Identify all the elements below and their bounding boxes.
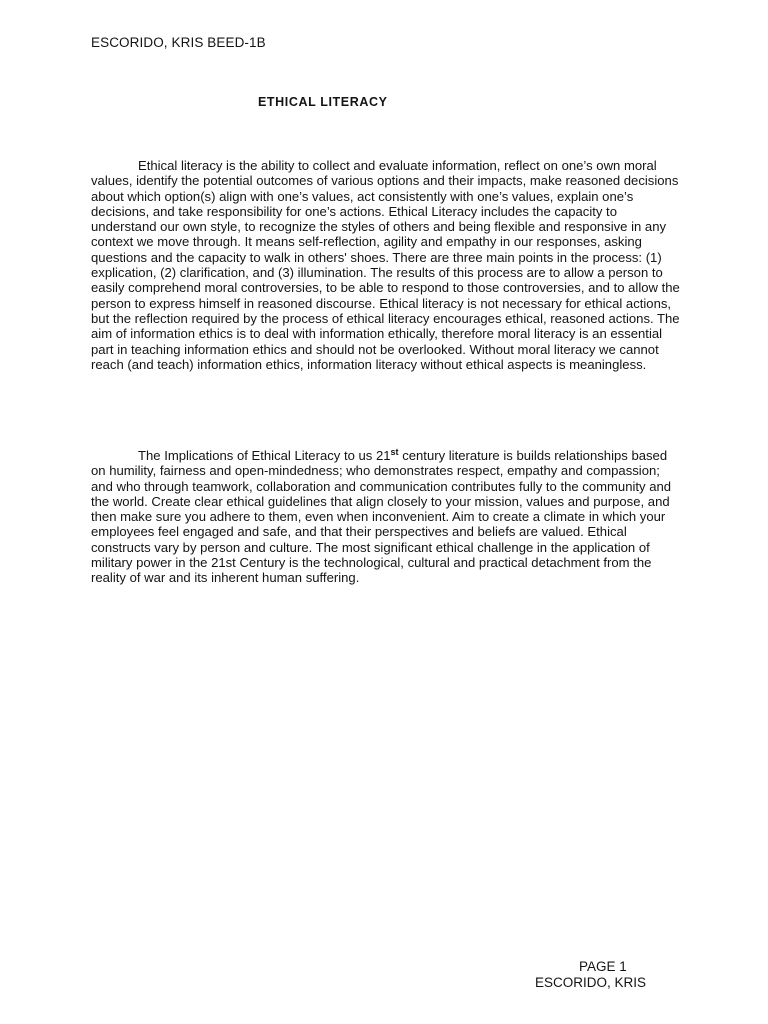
page-title: ETHICAL LITERACY <box>258 95 388 109</box>
footer <box>535 959 646 990</box>
footer-author: ESCORIDO, KRIS <box>535 974 647 990</box>
paragraph-2-start: The Implications of Ethical Literacy to us 21 <box>138 448 391 463</box>
paragraph-1-text: Ethical literacy is the ability to collect and evaluate information, reflect on one’s own moral values, identify the potential outcomes of various options and their impacts, make reasoned decisions about which option(s) align with one’s values, act consistently with one’s values, explain one’s decisions, and take responsibility for one’s actions. Ethical Literacy includes the capacity to understand our own style, to recognize the styles of others and being flexible and responsive in any context we move through. It means self-reflection, agility and empathy in our responses, asking questions and the capacity to walk in others' shoes. There are three main points in the process: (1) explication, (2) clarification, and (3) illumination. The results of this process are to allow a person to easily comprehend moral controversies, to be able to respond to those controversies, and to allow the person to express himself in reasoned discourse. Ethical literacy is not necessary for ethical actions, but the reflection required by the process of ethical literacy encourages ethical, reasoned actions. The aim of information ethics is to deal with information ethically, therefore moral literacy is an essential part in teaching information ethics and should not be overlooked. Without moral literacy we cannot reach (and teach) information ethics, information literacy without ethical aspects is meaningless. <box>91 158 680 372</box>
paragraph-2 <box>91 448 681 586</box>
paragraph-1 <box>91 158 681 372</box>
paragraph-2-rest: century literature is builds relationships based on humility, fairness and open-mindedness; who demonstrates respect, empathy and compassion; and who through teamwork, collaboration and communication contributes fully to the community and the world. Create clear ethical guidelines that align closely to your mission, values and purpose, and then make sure you adhere to them, even when inconvenient. Aim to create a climate in which your employees feel engaged and safe, and that their perspectives and beliefs are valued. Ethical constructs vary by person and culture. The most significant ethical challenge in the application of military power in the 21st Century is the technological, cultural and practical detachment from the reality of war and its inherent human suffering. <box>91 448 672 586</box>
superscript-ordinal: st <box>390 447 399 457</box>
footer-page-number: PAGE 1 <box>579 959 627 974</box>
header-author-line: ESCORIDO, KRIS BEED-1B <box>91 35 266 50</box>
